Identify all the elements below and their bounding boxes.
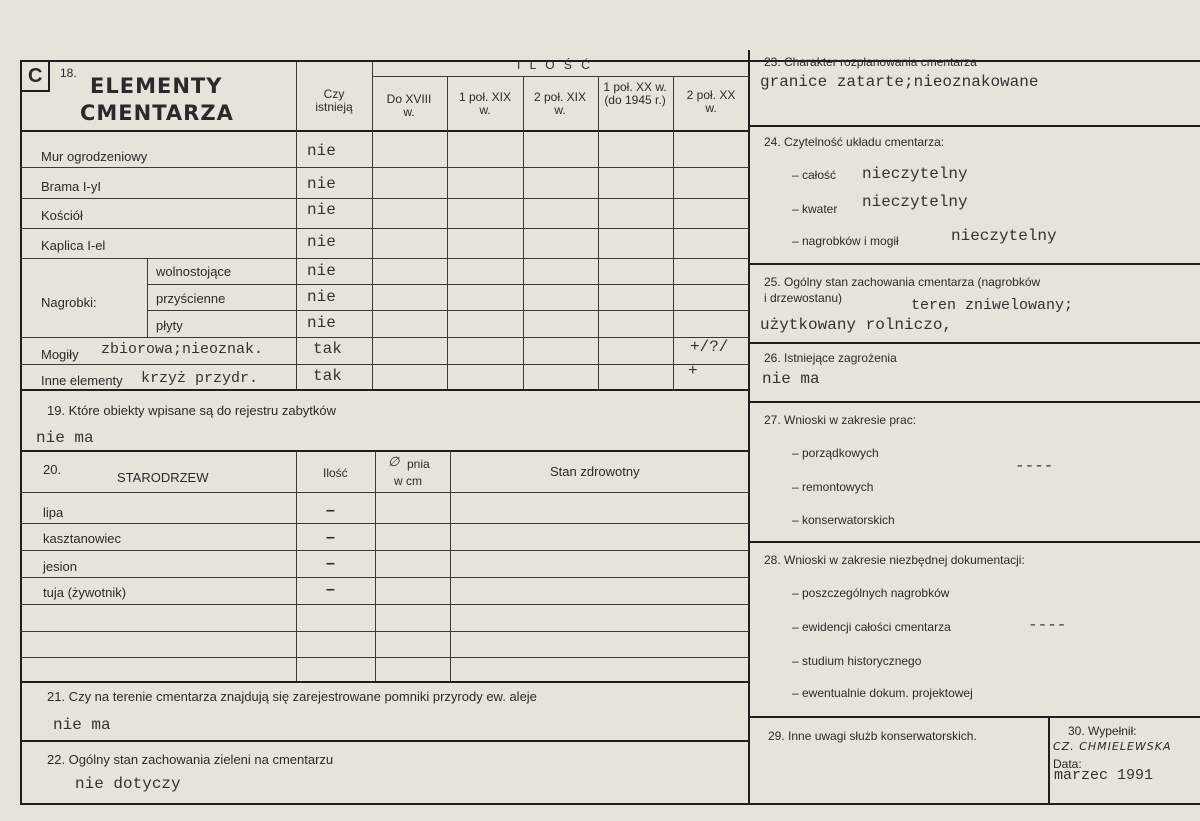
row-line-9 xyxy=(20,389,749,391)
row-line-8 xyxy=(20,364,749,365)
q23-label: 23. Charakter rozplanowania cmentarza xyxy=(764,55,977,69)
q20-row-4 xyxy=(20,604,749,605)
q21-bottom xyxy=(20,740,749,742)
row-value-kosciol: nie xyxy=(307,201,336,219)
section-number: 18. xyxy=(60,66,77,80)
q20-number: 20. xyxy=(43,462,62,477)
q30-date-label: Data: xyxy=(1053,757,1082,771)
row-line-1 xyxy=(20,167,749,168)
title-line1: ELEMENTY xyxy=(90,74,223,98)
title-line2: CMENTARZA xyxy=(80,101,234,125)
row-label-kosciol: Kościół xyxy=(41,208,83,223)
nagrobki-plyty-value: nie xyxy=(307,314,336,332)
q20-col-3 xyxy=(450,451,451,681)
mogily-note: zbiorowa;nieoznak. xyxy=(101,341,264,358)
inne-value: tak xyxy=(313,367,342,385)
q27-bottom xyxy=(749,541,1200,543)
q27-item-1: – remontowych xyxy=(792,480,874,494)
q24-item-0: – całość xyxy=(792,168,837,182)
q28-answer: ---- xyxy=(1028,616,1067,634)
col-line-4 xyxy=(523,77,524,390)
q24-answer-1: nieczytelny xyxy=(862,193,968,211)
row-line-5 xyxy=(147,284,749,285)
nagrobki-wolnostojace: wolnostojące xyxy=(156,264,232,279)
q25-answer-line2: użytkowany rolniczo, xyxy=(760,316,953,334)
period-1: 1 poł. XIX w. xyxy=(458,90,512,117)
col-line-6 xyxy=(673,77,674,390)
q19-answer: nie ma xyxy=(36,429,94,447)
period-2: 2 poł. XIX w. xyxy=(533,90,587,117)
frame-top xyxy=(20,60,1200,62)
q20-col-diam-unit: w cm xyxy=(394,474,422,488)
q20-row-6 xyxy=(20,657,749,658)
q20-col-1 xyxy=(296,451,297,681)
nagrobki-plyty: płyty xyxy=(156,318,183,333)
q28-item-0: – poszczególnych nagrobków xyxy=(792,586,950,600)
q24-answer-2: nieczytelny xyxy=(951,227,1057,245)
mogily-period-mark: +/?/ xyxy=(690,338,729,356)
q30-date: marzec 1991 xyxy=(1054,767,1154,784)
mogily-value: tak xyxy=(313,340,342,358)
q24-bottom xyxy=(749,263,1200,265)
period-3: 1 poł. XX w. (do 1945 r.) xyxy=(603,80,667,107)
q24-answer-0: nieczytelny xyxy=(862,165,968,183)
q26-answer: nie ma xyxy=(762,370,820,388)
frame-left xyxy=(20,60,22,805)
row-line-7 xyxy=(20,337,749,338)
inne-label: Inne elementy xyxy=(41,373,123,388)
q28-bottom xyxy=(749,716,1200,718)
c-header-bottom xyxy=(20,130,749,132)
q24-item-1: – kwater xyxy=(792,202,838,216)
tree-name-3: tuja (żywotnik) xyxy=(43,585,127,600)
q21-answer: nie ma xyxy=(53,716,111,734)
q28-item-2: – studium historycznego xyxy=(792,654,922,668)
q20-title: STARODRZEW xyxy=(117,470,209,485)
row-line-4 xyxy=(20,258,749,259)
col-line-1 xyxy=(296,62,297,390)
q27-item-2: – konserwatorskich xyxy=(792,513,895,527)
tree-qty-1: – xyxy=(326,529,335,546)
q25-bottom xyxy=(749,342,1200,344)
ilosc-header: I L O Ś Ć xyxy=(517,58,593,72)
q20-row-1 xyxy=(20,523,749,524)
row-line-6 xyxy=(147,310,749,311)
inne-period-mark: + xyxy=(688,362,698,380)
q22-label: 22. Ogólny stan zachowania zieleni na cmentarzu xyxy=(47,752,334,767)
tree-name-2: jesion xyxy=(43,559,77,574)
q24-item-2: – nagrobków i mogił xyxy=(792,234,899,248)
row-line-3 xyxy=(20,228,749,229)
nagrobki-label: Nagrobki: xyxy=(41,295,97,310)
row-label-brama: Brama I-yI xyxy=(41,179,101,194)
q25-label-line2: i drzewostanu) xyxy=(764,291,843,305)
q30-name: CZ. CHMIELEWSKA xyxy=(1053,740,1172,753)
period-0: Do XVIII w. xyxy=(386,92,432,119)
col-exists-header: Czy istnieją xyxy=(315,87,353,114)
q26-label: 26. Istniejące zagrożenia xyxy=(764,351,897,365)
q30-divider xyxy=(1048,716,1050,805)
q19-label: 19. Które obiekty wpisane są do rejestru zabytków xyxy=(47,403,337,418)
q28-label: 28. Wnioski w zakresie niezbędnej dokumentacji: xyxy=(764,553,1025,567)
q25-label-line1: 25. Ogólny stan zachowania cmentarza (nagrobków xyxy=(764,275,1041,289)
q20-header-bottom xyxy=(20,492,749,493)
tree-qty-3: – xyxy=(326,581,335,598)
col-line-2 xyxy=(372,62,373,390)
q27-answer: ---- xyxy=(1015,457,1054,475)
nagrobki-wolnostojace-value: nie xyxy=(307,262,336,280)
period-4: 2 poł. XX w. xyxy=(686,88,736,115)
q23-answer: granice zatarte;nieoznakowane xyxy=(760,73,1039,91)
frame-bottom xyxy=(20,803,1200,805)
col-line-5 xyxy=(598,77,599,390)
q24-label: 24. Czytelność układu cmentarza: xyxy=(764,135,945,149)
nagrobki-divider xyxy=(147,258,148,337)
q27-item-0: – porządkowych xyxy=(792,446,879,460)
tree-name-1: kasztanowiec xyxy=(43,531,122,546)
section-letter: C xyxy=(28,65,43,87)
q25-answer-line1: teren zniwelowany; xyxy=(911,297,1074,314)
q28-item-1: – ewidencji całości cmentarza xyxy=(792,620,951,634)
center-divider xyxy=(748,50,750,805)
row-value-mur: nie xyxy=(307,142,336,160)
q22-answer: nie dotyczy xyxy=(75,775,181,793)
tree-name-0: lipa xyxy=(43,505,64,520)
ilosc-underline xyxy=(372,76,749,77)
q20-col-qty: Ilość xyxy=(323,466,348,480)
tree-qty-2: – xyxy=(326,555,335,572)
inne-note: krzyż przydr. xyxy=(141,370,259,387)
row-line-2 xyxy=(20,198,749,199)
q20-row-3 xyxy=(20,577,749,578)
q21-label: 21. Czy na terenie cmentarza znajdują się zarejestrowane pomniki przyrody ew. aleje xyxy=(47,689,537,704)
q20-col-diam: pnia xyxy=(407,457,430,471)
q29-label: 29. Inne uwagi służb konserwatorskich. xyxy=(768,729,977,743)
q27-label: 27. Wnioski w zakresie prac: xyxy=(764,413,917,427)
q20-row-2 xyxy=(20,550,749,551)
q20-col-diam-symbol: ∅ xyxy=(388,454,400,469)
row-label-mur: Mur ogrodzeniowy xyxy=(41,149,148,164)
q20-bottom xyxy=(20,681,749,683)
q20-col-2 xyxy=(375,451,376,681)
row-label-kaplica: Kaplica I-el xyxy=(41,238,106,253)
q19-bottom xyxy=(20,450,749,452)
nagrobki-przyscienne-value: nie xyxy=(307,288,336,306)
q26-bottom xyxy=(749,401,1200,403)
q20-col-health: Stan zdrowotny xyxy=(550,464,640,479)
nagrobki-przyscienne: przyścienne xyxy=(156,291,226,306)
q28-item-3: – ewentualnie dokum. projektowej xyxy=(792,686,973,700)
row-value-brama: nie xyxy=(307,175,336,193)
row-value-kaplica: nie xyxy=(307,233,336,251)
q20-row-5 xyxy=(20,631,749,632)
col-line-3 xyxy=(447,77,448,390)
q30-label: 30. Wypełnił: xyxy=(1068,724,1137,738)
mogily-label: Mogiły xyxy=(41,347,79,362)
tree-qty-0: – xyxy=(326,502,335,519)
q23-bottom xyxy=(749,125,1200,127)
